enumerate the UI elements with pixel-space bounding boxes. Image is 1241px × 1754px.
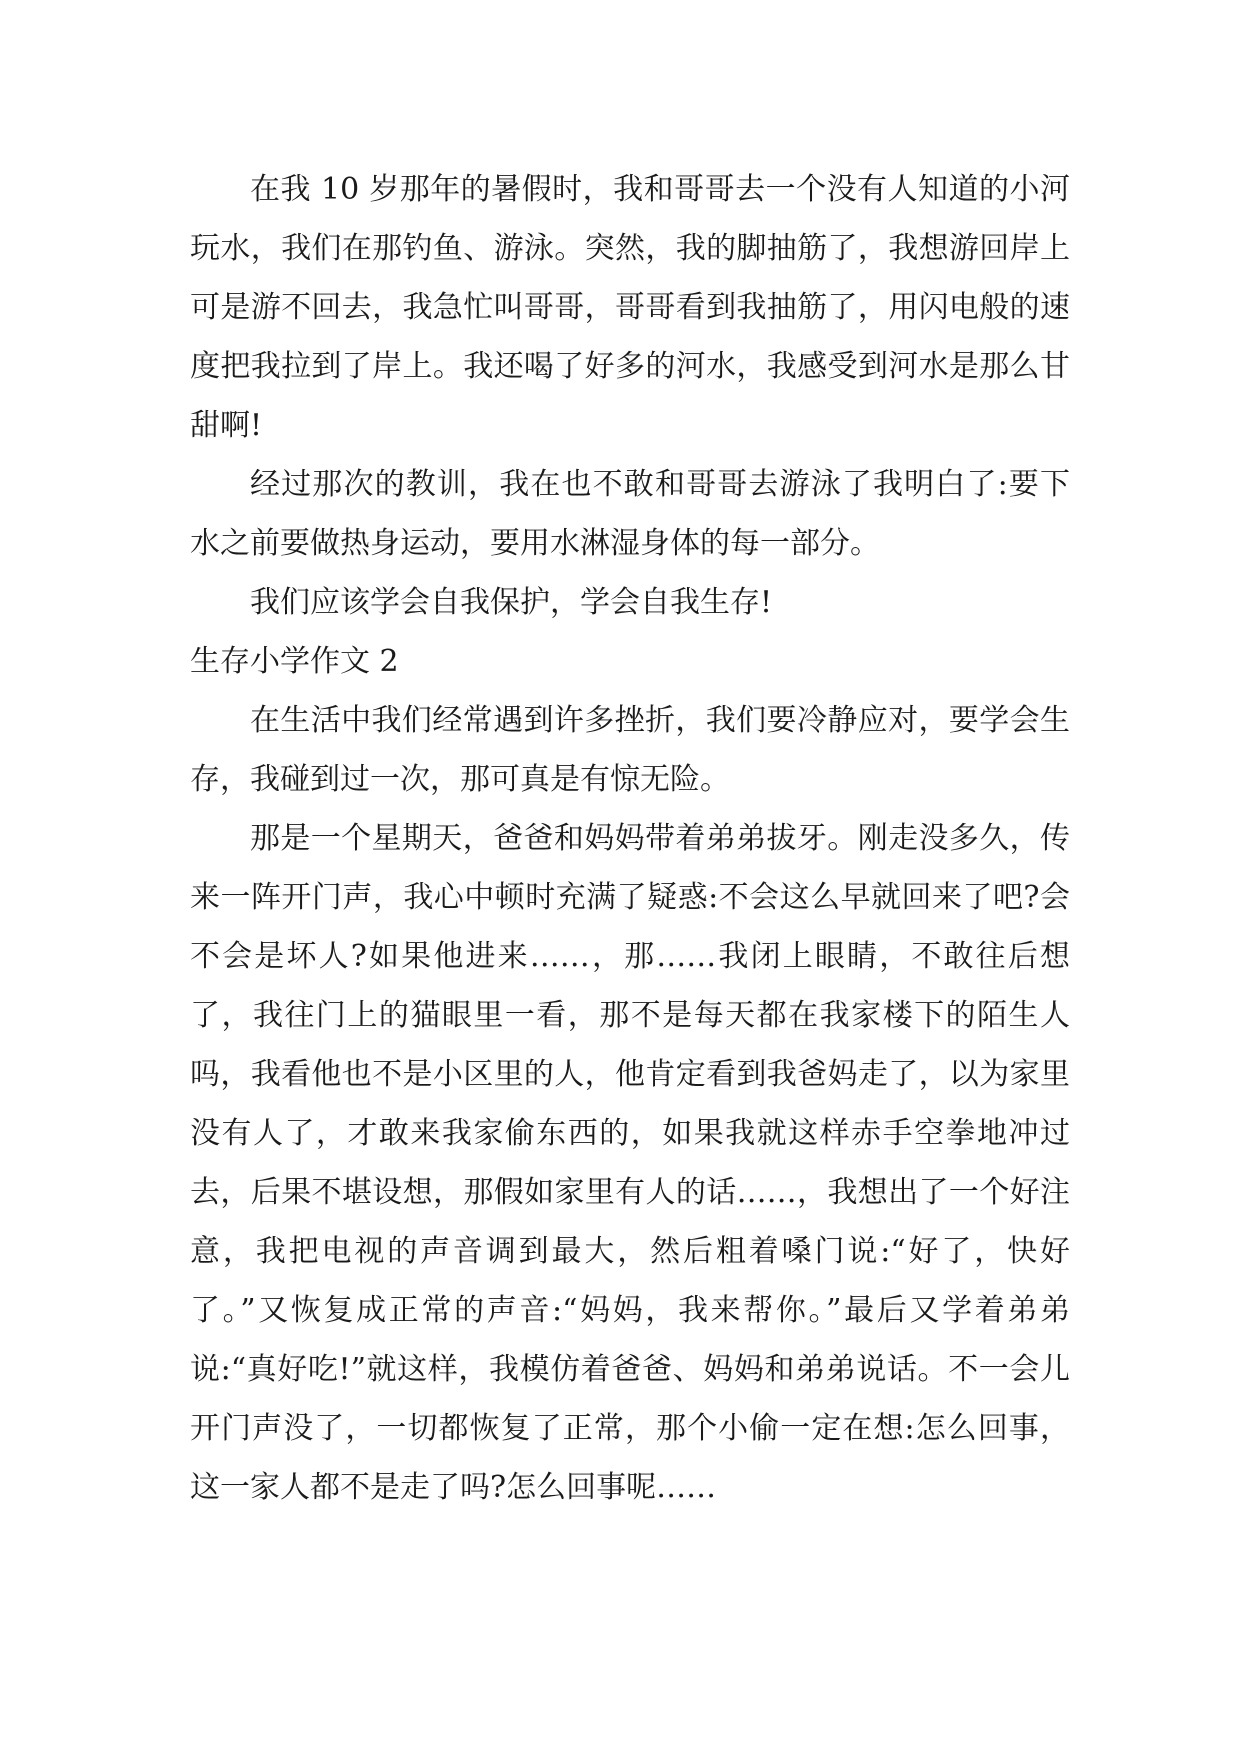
paragraph-conclusion: 我们应该学会自我保护，学会自我生存! bbox=[250, 585, 773, 620]
paragraph-lesson: 经过那次的教训，我在也不敢和哥哥去游泳了我明白了:要下水之前要做热身运动，要用水淋湿身体的每一部分。 bbox=[190, 467, 1070, 561]
paragraph-thief-story: 那是一个星期天，爸爸和妈妈带着弟弟拔牙。刚走没多久，传来一阵开门声，我心中顿时充满了疑惑:不会这么早就回来了吧?会不会是坏人?如果他进来……，那……我闭上眼睛，不敢往后想了，我往门上的猫眼里一看，那不是每天都在我家楼下的陌生人吗，我看他也不是小区里的人，他肯定看到我爸妈走了，以为家里没有人了，才敢来我家偷东西的，如果我就这样赤手空拳地冲过去，后果不堪设想，那假如家里有人的话……，我想出了一个好注意，我把电视的声音调到最大，然后粗着嗓门说:“好了，快好了。”又恢复成正常的声音:“妈妈，我来帮你。”最后又学着弟弟说:“真好吃!”就这样，我模仿着爸爸、妈妈和弟弟说话。不一会儿开门声没了，一切都恢复了正常，那个小偷一定在想:怎么回事，这一家人都不是走了吗?怎么回事呢…… bbox=[190, 821, 1070, 1505]
essay-heading: 生存小学作文 2 bbox=[190, 644, 399, 679]
paragraph-river-story: 在我 10 岁那年的暑假时，我和哥哥去一个没有人知道的小河玩水，我们在那钓鱼、游泳。突然，我的脚抽筋了，我想游回岸上可是游不回去，我急忙叫哥哥，哥哥看到我抽筋了，用闪电般的速度把我拉到了岸上。我还喝了好多的河水，我感受到河水是那么甘甜啊! bbox=[190, 172, 1070, 443]
document-body bbox=[190, 160, 1070, 1517]
paragraph-intro: 在生活中我们经常遇到许多挫折，我们要冷静应对，要学会生存，我碰到过一次，那可真是有惊无险。 bbox=[190, 703, 1070, 797]
